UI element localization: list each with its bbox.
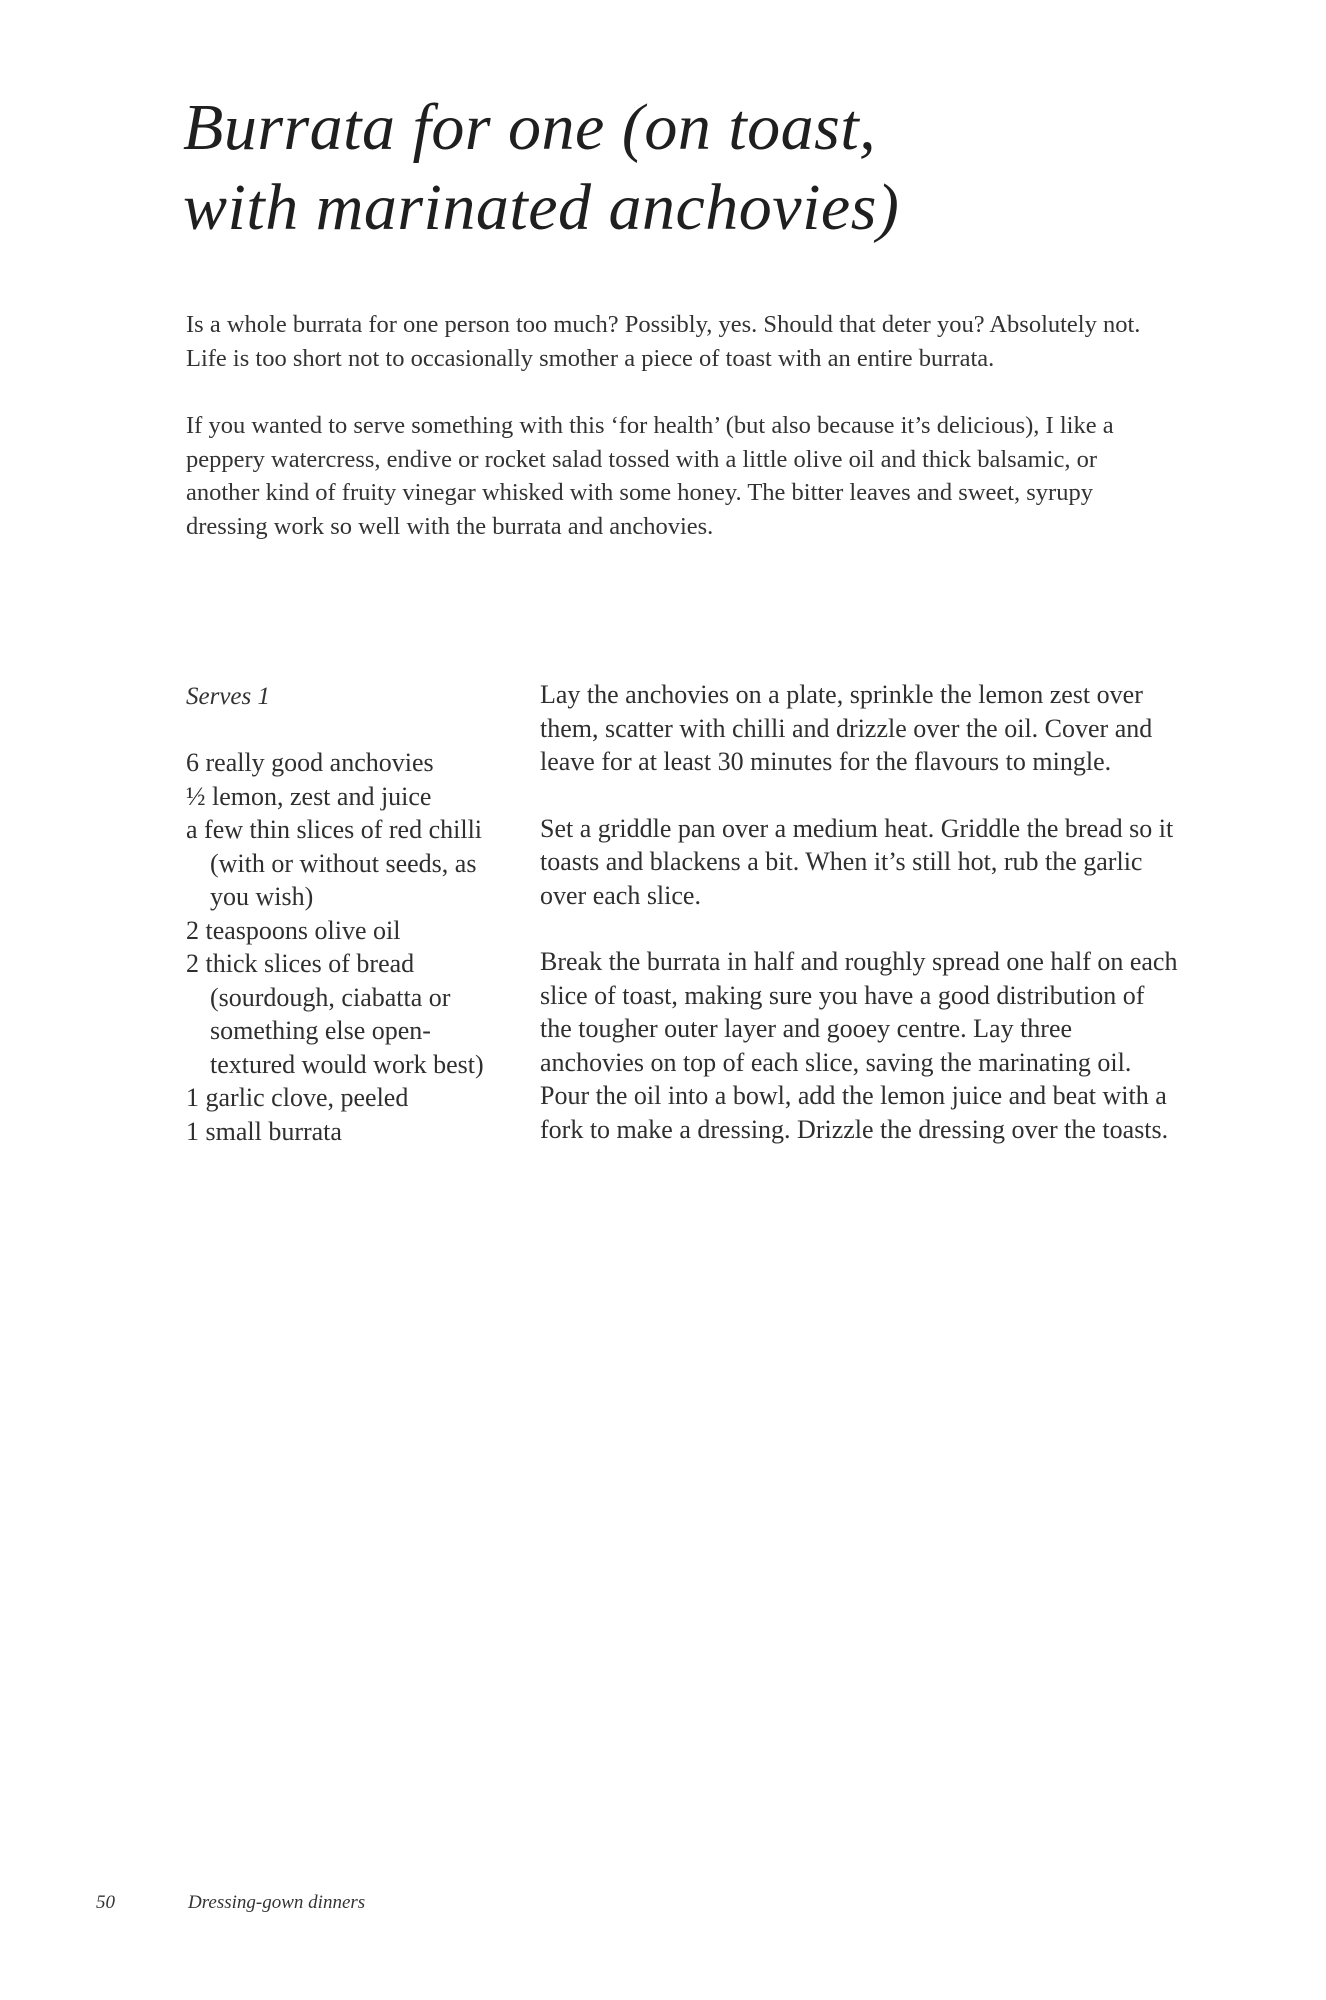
recipe-title-line-1: Burrata for one (on toast, bbox=[183, 91, 877, 164]
ingredient-item: 2 teaspoons olive oil bbox=[186, 915, 401, 945]
method-step: Break the burrata in half and roughly spread one half on each slice of toast, making sure you have a good distribution of the tougher outer layer and gooey centre. Lay three anchovies on top of each slice, saving the marinating oil. Pour the oil into a bowl, add the lemon juice and beat with a fork to make a dressing. Drizzle the dressing over the toasts. bbox=[540, 947, 1178, 1144]
ingredient-item: a few thin slices of red chilli (with or without seeds, as you wish) bbox=[186, 815, 483, 911]
intro-paragraph: If you wanted to serve something with this ‘for health’ (but also because it’s delicious), I like a peppery watercress, endive or rocket salad tossed with a little olive oil and thick balsamic, or another kind of fruity vinegar whisked with some honey. The bitter leaves and sweet, syrupy dressing work so well with the burrata and anchovies. bbox=[186, 412, 1114, 540]
ingredient-item: 6 really good anchovies bbox=[186, 748, 434, 777]
method-step: Set a griddle pan over a medium heat. Griddle the bread so it toasts and blackens a bit. When it’s still hot, rub the garlic over each slice. bbox=[540, 813, 1174, 910]
recipe-title-line-2: with marinated anchovies) bbox=[183, 171, 900, 244]
method-steps bbox=[540, 678, 1180, 1179]
serves-label: Serves 1 bbox=[186, 683, 270, 710]
intro-text bbox=[186, 308, 1166, 577]
intro-paragraph: Is a whole burrata for one person too much? Possibly, yes. Should that deter you? Absolutely not. Life is too short not to occasionally smother a piece of toast with an entire burrata. bbox=[186, 311, 1141, 372]
recipe-title bbox=[183, 88, 1183, 248]
method-step: Lay the anchovies on a plate, sprinkle the lemon zest over them, scatter with chilli and drizzle over the oil. Cover and leave for at least 30 minutes for the flavours to mingle. bbox=[540, 680, 1153, 776]
ingredient-item: 1 small burrata bbox=[186, 1116, 342, 1146]
section-title: Dressing-gown dinners bbox=[188, 1892, 366, 1913]
ingredient-item: ½ lemon, zest and juice bbox=[186, 781, 432, 811]
ingredient-item: 2 thick slices of bread (sourdough, ciabatta or something else open-textured would work best) bbox=[186, 949, 484, 1079]
ingredients-list bbox=[186, 746, 506, 1148]
page-number: 50 bbox=[96, 1892, 115, 1913]
ingredient-item: 1 garlic clove, peeled bbox=[186, 1083, 409, 1112]
